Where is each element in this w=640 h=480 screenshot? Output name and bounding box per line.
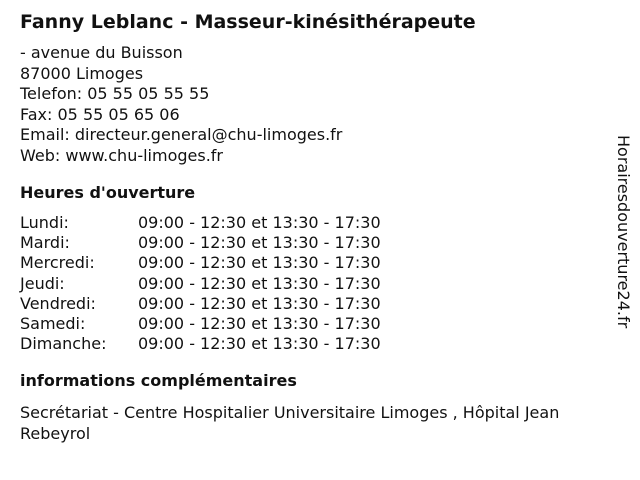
day-label: Mercredi: bbox=[20, 253, 95, 273]
address-city: 87000 Limoges bbox=[20, 63, 144, 83]
hours-value: 09:00 - 12:30 et 13:30 - 17:30 bbox=[138, 273, 381, 293]
day-label: Vendredi: bbox=[20, 293, 96, 313]
page-title: Fanny Leblanc - Masseur-kinésithérapeute bbox=[20, 11, 476, 33]
hours-row-sunday bbox=[20, 334, 381, 354]
hours-row-thursday bbox=[20, 274, 381, 294]
business-card bbox=[20, 10, 610, 444]
day-label: Dimanche: bbox=[20, 334, 107, 354]
hours-row-tuesday bbox=[20, 233, 381, 253]
website-link[interactable]: www.chu-limoges.fr bbox=[65, 145, 223, 165]
email-link[interactable]: directeur.general@chu-limoges.fr bbox=[74, 125, 343, 144]
phone-row bbox=[20, 84, 610, 105]
opening-hours-heading: Heures d'ouverture bbox=[20, 183, 196, 202]
fax-value: 05 55 05 65 06 bbox=[57, 104, 180, 124]
email-row bbox=[20, 125, 610, 146]
phone-label: Telefon: bbox=[20, 84, 83, 103]
hours-value: 09:00 - 12:30 et 13:30 - 17:30 bbox=[138, 334, 381, 354]
fax-label: Fax: bbox=[20, 104, 53, 124]
hours-row-monday bbox=[20, 213, 381, 233]
opening-hours-table bbox=[20, 213, 381, 354]
site-watermark: Horairesdouverture24.fr bbox=[614, 135, 633, 329]
address-street: - avenue du Buisson bbox=[20, 43, 183, 62]
additional-info-heading: informations complémentaires bbox=[20, 371, 297, 391]
hours-value: 09:00 - 12:30 et 13:30 - 17:30 bbox=[138, 213, 381, 232]
day-label: Mardi: bbox=[20, 233, 70, 253]
additional-info-text: Secrétariat - Centre Hospitalier Universitaire Limoges , Hôpital Jean Rebeyrol bbox=[20, 403, 560, 443]
hours-value: 09:00 - 12:30 et 13:30 - 17:30 bbox=[138, 293, 381, 313]
day-label: Jeudi: bbox=[20, 273, 65, 293]
hours-row-saturday bbox=[20, 314, 381, 334]
hours-value: 09:00 - 12:30 et 13:30 - 17:30 bbox=[138, 253, 381, 273]
web-row bbox=[20, 146, 610, 167]
email-label: Email: bbox=[20, 125, 70, 144]
hours-row-friday bbox=[20, 294, 381, 314]
day-label: Samedi: bbox=[20, 314, 86, 334]
day-label: Lundi: bbox=[20, 213, 69, 232]
phone-link[interactable]: 05 55 05 55 55 bbox=[87, 84, 210, 103]
hours-value: 09:00 - 12:30 et 13:30 - 17:30 bbox=[138, 314, 381, 334]
hours-row-wednesday bbox=[20, 253, 381, 273]
web-label: Web: bbox=[20, 145, 61, 165]
fax-row bbox=[20, 105, 610, 126]
hours-value: 09:00 - 12:30 et 13:30 - 17:30 bbox=[138, 233, 381, 253]
